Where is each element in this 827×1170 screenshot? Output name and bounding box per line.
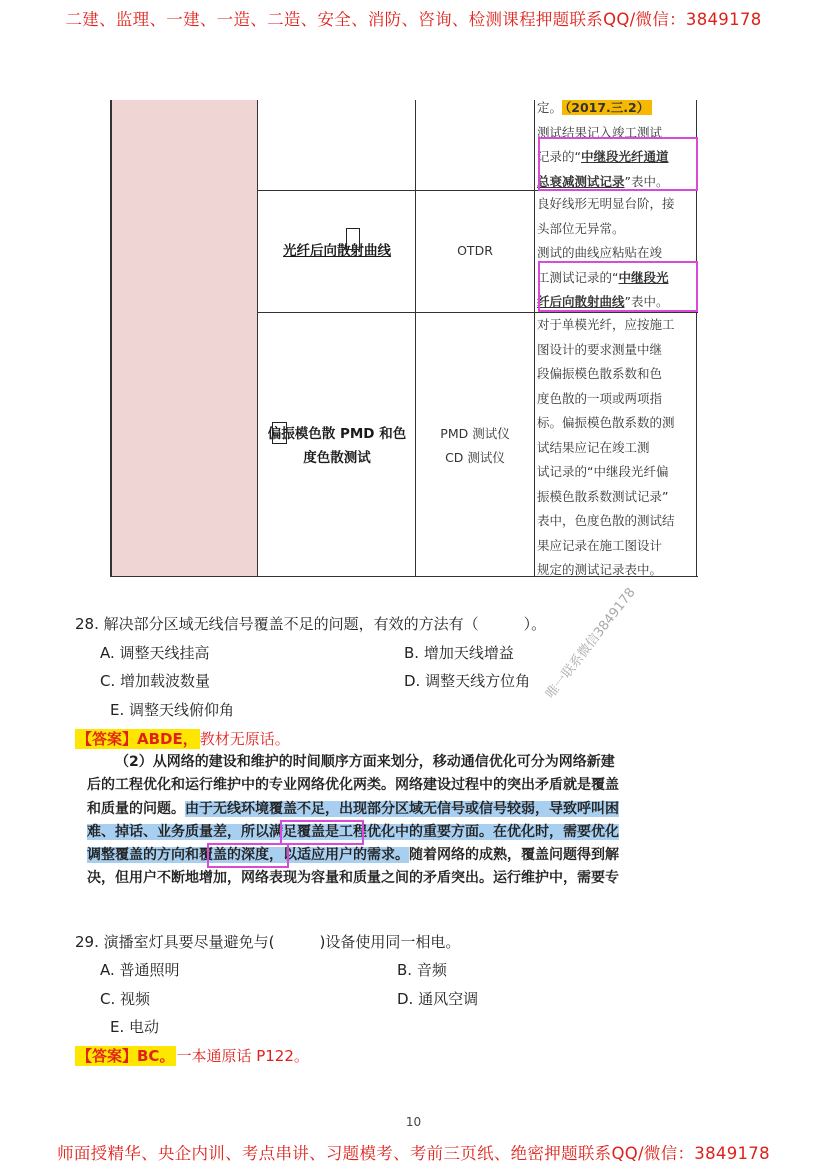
question-28-stem: 28. 解决部分区域无线信号覆盖不足的问题，有效的方法有（ ）。 — [75, 615, 547, 633]
req-text: 记录的“ — [537, 149, 581, 164]
option-e: E. 电动 — [110, 1018, 160, 1036]
test-item-name: 偏振模色散 PMD 和色 度色散测试 — [267, 426, 407, 466]
req-text: 试记录的“中继段光纤偏 — [537, 464, 669, 479]
annotation-box — [538, 137, 698, 191]
annotation-box — [346, 228, 360, 250]
test-instrument: PMD 测试仪 CD 测试仪 — [440, 426, 510, 465]
answer-29: 【答案】BC。 一本通原话 P122。 — [77, 1047, 309, 1065]
option-b: B. 增加天线增益 — [404, 644, 514, 662]
answer-28: 【答案】ABDE， 教材无原话。 — [77, 730, 290, 748]
annotation-box — [538, 261, 698, 312]
textbook-excerpt — [87, 751, 667, 891]
req-keyword: 中继段光 — [618, 269, 669, 285]
req-text: 工测试记录的“ — [537, 269, 619, 285]
req-text: ”表中。 — [624, 294, 669, 309]
req-text: 标。偏振模色散系数的测 — [537, 415, 675, 430]
req-text: 段偏振模色散系数和色 — [537, 366, 663, 381]
excerpt-line: （2）从网络的建设和维护的时间顺序方面来划分，移动通信优化可分为网络新建 — [115, 754, 615, 770]
excerpt-line: 后的工程优化和运行维护中的专业网络优化两类。网络建设过程中的突出矛盾就是覆盖 — [87, 777, 619, 794]
test-items-table — [110, 100, 698, 576]
option-c: C. 增加载波数量 — [100, 672, 211, 690]
bottom-banner: 师面授精华、央企内训、考点串讲、习题模考、考前三页纸、绝密押题联系QQ/微信：3849178 — [57, 1144, 770, 1163]
req-keyword: 中继段光纤通道 — [580, 149, 669, 164]
year-reference: （2017.三.2） — [562, 100, 652, 115]
req-text: ”表中。 — [624, 173, 669, 189]
excerpt-line: 决，但用户不断地增加，网络表现为容量和质量之间的矛盾突出。运行维护中，需要专 — [87, 870, 619, 887]
option-d: D. 通风空调 — [397, 990, 479, 1008]
test-item-name: 光纤后向散射曲线 — [283, 243, 391, 259]
page-number: 10 — [405, 1115, 422, 1129]
table-divider — [415, 100, 416, 576]
option-a: A. 调整天线挂高 — [100, 644, 210, 662]
req-text: 头部位无异常。 — [537, 220, 625, 236]
req-text: 测试结果记入竣工测试 — [537, 124, 663, 140]
excerpt-line: 难、掉话、业务质量差，所以满足覆盖是工程优化中的重要方面。在优化时，需要优化 — [87, 823, 619, 840]
annotation-box — [272, 422, 287, 444]
req-text: 表中，色度色散的测试结 — [537, 513, 675, 528]
req-text: 定。 — [537, 100, 563, 115]
req-text: 振模色散系数测试记录” — [537, 488, 669, 504]
req-text: 良好线形无明显台阶，接 — [537, 196, 675, 211]
option-b: B. 音频 — [397, 961, 447, 979]
option-a: A. 普通照明 — [100, 961, 180, 979]
req-keyword: 纤后向散射曲线 — [537, 294, 625, 309]
req-text: 度色散的一项或两项指 — [537, 390, 663, 406]
table-row-requirements — [535, 313, 697, 583]
option-d: D. 调整天线方位角 — [404, 672, 531, 690]
annotation-box — [280, 820, 364, 845]
question-29-stem: 29. 演播室灯具要尽量避免与( )设备使用同一相电。 — [75, 933, 461, 951]
top-banner: 二建、监理、一建、一造、二造、安全、消防、咨询、检测课程押题联系QQ/微信：3849178 — [65, 10, 762, 29]
option-e: E. 调整天线俯仰角 — [110, 701, 235, 719]
req-text: 试结果应记在竣工测 — [537, 439, 650, 455]
test-instrument: OTDR — [457, 243, 493, 258]
table-column-category — [110, 100, 258, 576]
req-text: 规定的测试记录表中。 — [537, 562, 663, 577]
annotation-box — [207, 843, 289, 868]
req-text: 图设计的要求测量中继 — [537, 341, 663, 357]
excerpt-line: 调整覆盖的方向和覆盖的深度，以适应用户的需求。随着网络的成熟，覆盖问题得到解 — [87, 847, 619, 864]
req-text: 对于单模光纤，应按施工 — [537, 317, 675, 332]
option-c: C. 视频 — [100, 990, 151, 1008]
excerpt-line: 和质量的问题。由于无线环境覆盖不足，出现部分区域无信号或信号较弱，导致呼叫困 — [87, 800, 619, 817]
req-keyword: 总衰减测试记录 — [537, 173, 625, 189]
req-text: 测试的曲线应粘贴在竣 — [537, 245, 663, 260]
watermark: 唯一联系微信3849178 — [543, 585, 639, 702]
req-text: 果应记录在施工图设计 — [537, 537, 663, 553]
